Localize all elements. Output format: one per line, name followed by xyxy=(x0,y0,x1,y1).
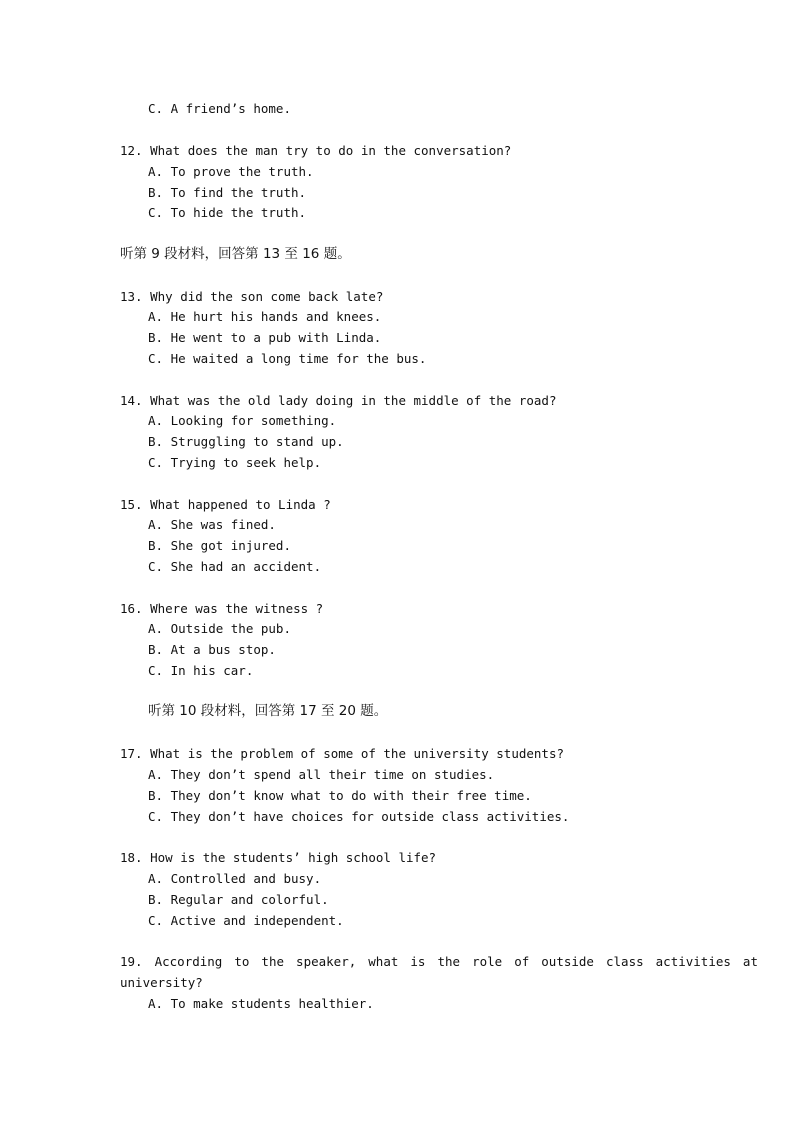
q16-option-a: A. Outside the pub. xyxy=(148,621,291,636)
q19-question-line2: university? xyxy=(120,975,203,990)
q19-option-a: A. To make students healthier. xyxy=(148,996,374,1011)
section-9-instruction: 听第 9 段材料，回答第 13 至 16 题。 xyxy=(120,246,351,262)
q15-option-a: A. She was fined. xyxy=(148,517,276,532)
q17-option-c: C. They don’t have choices for outside class activities. xyxy=(148,809,570,824)
q16-option-b: B. At a bus stop. xyxy=(148,642,276,657)
q18-option-c: C. Active and independent. xyxy=(148,913,344,928)
q12-option-c: C. To hide the truth. xyxy=(148,205,307,220)
q15-question: 15. What happened to Linda ? xyxy=(120,497,331,512)
q18-option-b: B. Regular and colorful. xyxy=(148,892,329,907)
q12-question: 12. What does the man try to do in the conversation? xyxy=(120,143,512,158)
q13-option-a: A. He hurt his hands and knees. xyxy=(148,309,382,324)
q17-question: 17. What is the problem of some of the university students? xyxy=(120,746,565,761)
q14-option-c: C. Trying to seek help. xyxy=(148,455,322,470)
q11-option-c: C. A friend’s home. xyxy=(148,101,291,116)
q17-option-b: B. They don’t know what to do with their free time. xyxy=(148,788,532,803)
q16-question: 16. Where was the witness ? xyxy=(120,601,324,616)
q12-option-b: B. To find the truth. xyxy=(148,185,307,200)
q12-option-a: A. To prove the truth. xyxy=(148,164,314,179)
q15-option-c: C. She had an accident. xyxy=(148,559,322,574)
q16-option-c: C. In his car. xyxy=(148,663,254,678)
q18-question: 18. How is the students’ high school life? xyxy=(120,850,437,865)
q13-option-b: B. He went to a pub with Linda. xyxy=(148,330,382,345)
q15-option-b: B. She got injured. xyxy=(148,538,291,553)
q18-option-a: A. Controlled and busy. xyxy=(148,871,322,886)
q14-option-a: A. Looking for something. xyxy=(148,413,337,428)
section-10-instruction: 听第 10 段材料，回答第 17 至 20 题。 xyxy=(148,703,388,719)
q13-option-c: C. He waited a long time for the bus. xyxy=(148,351,427,366)
q13-question: 13. Why did the son come back late? xyxy=(120,289,384,304)
q14-question: 14. What was the old lady doing in the middle of the road? xyxy=(120,393,557,408)
q19-question-line1: 19. According to the speaker, what is the role of outside class activities at xyxy=(120,954,758,969)
q14-option-b: B. Struggling to stand up. xyxy=(148,434,344,449)
q17-option-a: A. They don’t spend all their time on studies. xyxy=(148,767,495,782)
